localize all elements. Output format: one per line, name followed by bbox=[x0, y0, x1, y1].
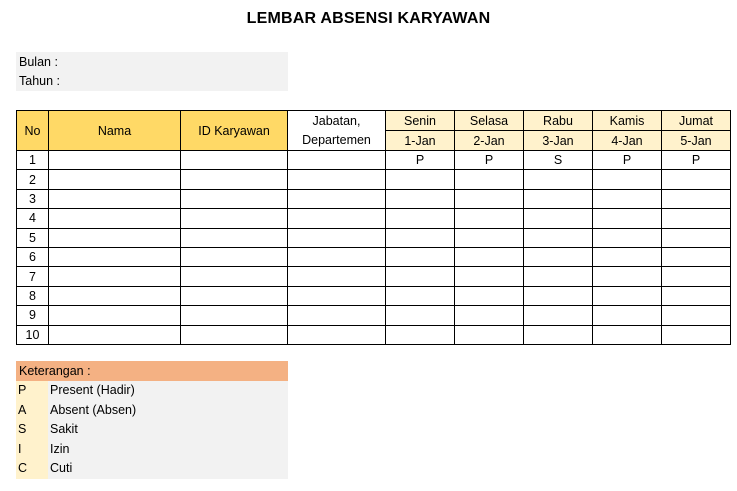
attendance-mark-cell bbox=[455, 306, 524, 325]
legend-code: C bbox=[18, 461, 28, 475]
id-karyawan-cell bbox=[181, 267, 288, 286]
attendance-mark-cell bbox=[386, 170, 455, 189]
legend-desc: Sakit bbox=[50, 422, 78, 436]
legend-desc: Izin bbox=[50, 441, 70, 456]
row-number-cell: 9 bbox=[17, 306, 49, 325]
attendance-mark-cell bbox=[524, 286, 593, 305]
attendance-mark-cell bbox=[455, 189, 524, 208]
id-karyawan-cell bbox=[181, 170, 288, 189]
jabatan-cell bbox=[288, 325, 386, 344]
attendance-mark-cell bbox=[524, 306, 593, 325]
legend-item bbox=[16, 440, 288, 460]
attendance-mark-cell bbox=[455, 209, 524, 228]
row-number-cell: 2 bbox=[17, 170, 49, 189]
legend-code: S bbox=[18, 422, 27, 436]
attendance-mark-cell bbox=[524, 228, 593, 247]
row-number-cell: 5 bbox=[17, 228, 49, 247]
legend-desc: Absent (Absen) bbox=[50, 402, 137, 417]
legend-code: I bbox=[18, 441, 22, 456]
header-jabatan bbox=[288, 111, 386, 151]
header-no: No bbox=[17, 111, 49, 151]
attendance-mark-cell bbox=[593, 286, 662, 305]
bulan-label: Bulan : bbox=[19, 55, 58, 69]
attendance-mark-cell bbox=[524, 247, 593, 266]
legend-desc: Present (Hadir) bbox=[50, 383, 135, 397]
header-date: 5-Jan bbox=[662, 131, 731, 151]
attendance-mark-cell bbox=[524, 189, 593, 208]
jabatan-cell bbox=[288, 151, 386, 170]
id-karyawan-cell bbox=[181, 209, 288, 228]
jabatan-cell bbox=[288, 247, 386, 266]
id-karyawan-cell bbox=[181, 189, 288, 208]
table-row bbox=[17, 209, 731, 228]
jabatan-cell bbox=[288, 306, 386, 325]
nama-cell bbox=[49, 189, 181, 208]
id-karyawan-cell bbox=[181, 306, 288, 325]
attendance-mark-cell: S bbox=[524, 151, 593, 170]
attendance-mark-cell bbox=[662, 286, 731, 305]
header-jabatan-line1: Jabatan, bbox=[312, 113, 361, 128]
row-number-cell: 6 bbox=[17, 247, 49, 266]
nama-cell bbox=[49, 306, 181, 325]
id-karyawan-cell bbox=[181, 325, 288, 344]
nama-cell bbox=[49, 247, 181, 266]
nama-cell bbox=[49, 267, 181, 286]
header-jabatan-line2: Departemen bbox=[302, 132, 371, 147]
attendance-mark-cell: P bbox=[593, 151, 662, 170]
header-day: Jumat bbox=[662, 111, 731, 131]
table-row bbox=[17, 267, 731, 286]
legend-code: A bbox=[18, 402, 27, 417]
attendance-mark-cell bbox=[524, 209, 593, 228]
attendance-mark-cell: P bbox=[386, 151, 455, 170]
header-id-karyawan: ID Karyawan bbox=[181, 111, 288, 151]
attendance-mark-cell bbox=[662, 228, 731, 247]
attendance-mark-cell bbox=[662, 170, 731, 189]
row-number-cell: 7 bbox=[17, 267, 49, 286]
legend-desc: Cuti bbox=[50, 461, 73, 475]
header-day: Selasa bbox=[455, 111, 524, 131]
id-karyawan-cell bbox=[181, 151, 288, 170]
attendance-mark-cell bbox=[593, 170, 662, 189]
attendance-mark-cell bbox=[662, 325, 731, 344]
jabatan-cell bbox=[288, 286, 386, 305]
legend-item bbox=[16, 420, 288, 440]
table-row bbox=[17, 151, 731, 170]
attendance-mark-cell bbox=[593, 325, 662, 344]
header-day: Kamis bbox=[593, 111, 662, 131]
id-karyawan-cell bbox=[181, 286, 288, 305]
attendance-mark-cell bbox=[593, 228, 662, 247]
table-row bbox=[17, 325, 731, 344]
attendance-mark-cell bbox=[455, 247, 524, 266]
header-date: 4-Jan bbox=[593, 131, 662, 151]
attendance-table bbox=[16, 110, 731, 345]
legend-header bbox=[16, 361, 288, 381]
attendance-mark-cell bbox=[455, 286, 524, 305]
table-row bbox=[17, 170, 731, 189]
attendance-mark-cell bbox=[593, 209, 662, 228]
attendance-mark-cell: P bbox=[455, 151, 524, 170]
id-karyawan-cell bbox=[181, 247, 288, 266]
header-date: 2-Jan bbox=[455, 131, 524, 151]
table-row bbox=[17, 228, 731, 247]
jabatan-cell bbox=[288, 189, 386, 208]
header-day: Senin bbox=[386, 111, 455, 131]
attendance-mark-cell bbox=[524, 170, 593, 189]
attendance-mark-cell bbox=[386, 247, 455, 266]
nama-cell bbox=[49, 209, 181, 228]
period-info-box bbox=[16, 52, 288, 91]
header-date: 1-Jan bbox=[386, 131, 455, 151]
nama-cell bbox=[49, 151, 181, 170]
attendance-mark-cell bbox=[593, 189, 662, 208]
table-row bbox=[17, 247, 731, 266]
header-date: 3-Jan bbox=[524, 131, 593, 151]
attendance-mark-cell bbox=[524, 267, 593, 286]
attendance-mark-cell bbox=[662, 306, 731, 325]
attendance-mark-cell bbox=[593, 267, 662, 286]
attendance-rows bbox=[17, 151, 731, 345]
attendance-mark-cell bbox=[386, 209, 455, 228]
jabatan-cell bbox=[288, 209, 386, 228]
table-row bbox=[17, 189, 731, 208]
nama-cell bbox=[49, 170, 181, 189]
id-karyawan-cell bbox=[181, 228, 288, 247]
legend-title: Keterangan : bbox=[19, 364, 91, 378]
attendance-mark-cell: P bbox=[662, 151, 731, 170]
header-nama: Nama bbox=[49, 111, 181, 151]
attendance-mark-cell bbox=[593, 306, 662, 325]
attendance-mark-cell bbox=[455, 267, 524, 286]
legend-item bbox=[16, 381, 288, 401]
attendance-mark-cell bbox=[386, 228, 455, 247]
row-number-cell: 8 bbox=[17, 286, 49, 305]
legend-code: P bbox=[18, 383, 27, 397]
jabatan-cell bbox=[288, 267, 386, 286]
table-row bbox=[17, 306, 731, 325]
attendance-mark-cell bbox=[455, 325, 524, 344]
attendance-mark-cell bbox=[455, 228, 524, 247]
attendance-mark-cell bbox=[386, 286, 455, 305]
attendance-mark-cell bbox=[386, 267, 455, 286]
row-number-cell: 4 bbox=[17, 209, 49, 228]
legend-item bbox=[16, 401, 288, 421]
table-row bbox=[17, 286, 731, 305]
attendance-mark-cell bbox=[593, 247, 662, 266]
header-day: Rabu bbox=[524, 111, 593, 131]
jabatan-cell bbox=[288, 170, 386, 189]
nama-cell bbox=[49, 325, 181, 344]
attendance-mark-cell bbox=[662, 247, 731, 266]
row-number-cell: 10 bbox=[17, 325, 49, 344]
attendance-mark-cell bbox=[386, 325, 455, 344]
sheet-title: LEMBAR ABSENSI KARYAWAN bbox=[246, 10, 491, 27]
attendance-mark-cell bbox=[662, 267, 731, 286]
row-number-cell: 1 bbox=[17, 151, 49, 170]
tahun-label: Tahun : bbox=[19, 74, 61, 88]
attendance-mark-cell bbox=[386, 306, 455, 325]
nama-cell bbox=[49, 228, 181, 247]
attendance-mark-cell bbox=[662, 189, 731, 208]
attendance-mark-cell bbox=[524, 325, 593, 344]
attendance-mark-cell bbox=[455, 170, 524, 189]
attendance-mark-cell bbox=[386, 189, 455, 208]
jabatan-cell bbox=[288, 228, 386, 247]
nama-cell bbox=[49, 286, 181, 305]
legend-item bbox=[16, 459, 288, 479]
attendance-mark-cell bbox=[662, 209, 731, 228]
row-number-cell: 3 bbox=[17, 189, 49, 208]
